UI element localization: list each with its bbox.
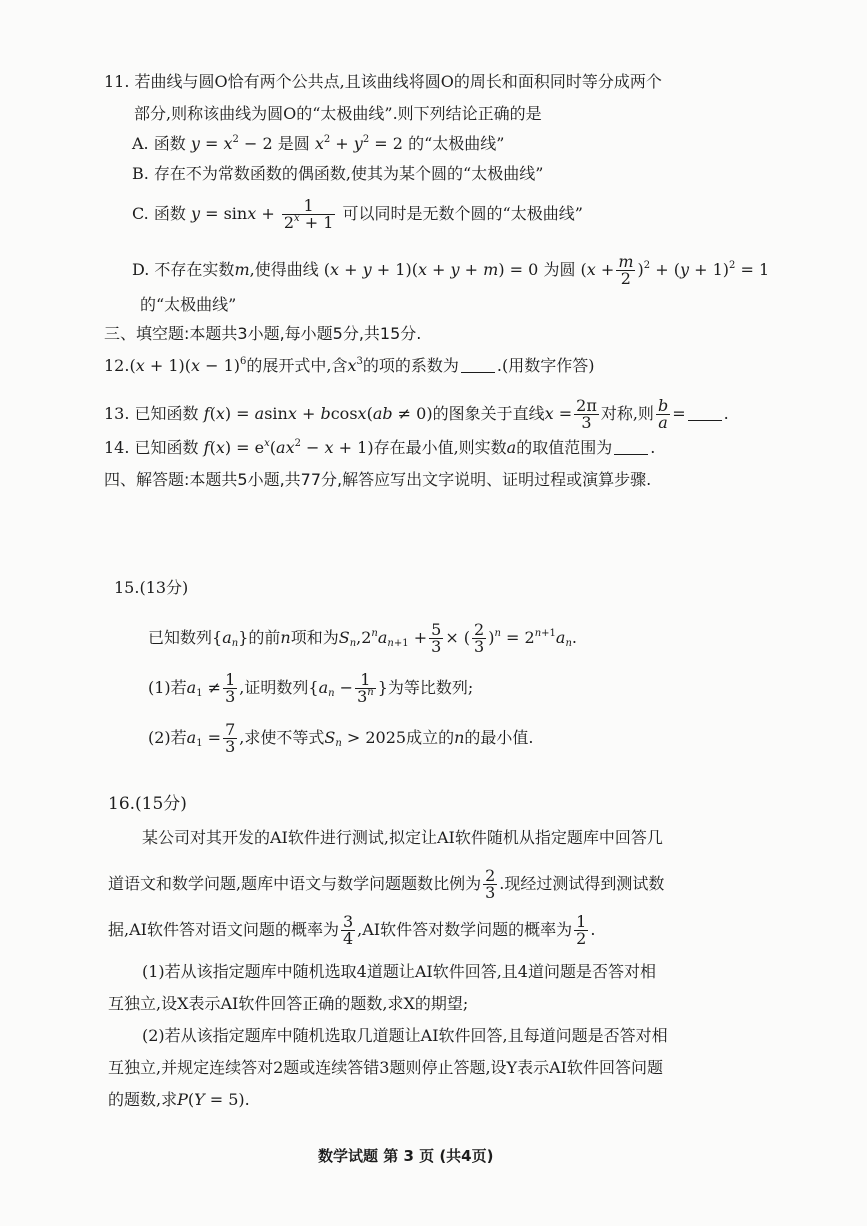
q15-part1: (1)若$a_1$ ≠ $\frac{1}{3}$ ,证明数列{$a_n$ − $\frac{1}{3^n}$ }为等比数列;	[148, 670, 474, 706]
q15-part2: (2)若$a_1$ = $\frac{7}{3}$ ,求使不等式$S_n > 2025$成立的n的最小值.	[148, 720, 534, 756]
q11-option-c: C. 函数 y = sinx + $\frac{1}{2^x + 1}$ 可以同时是无数个圆的“太极曲线”	[132, 196, 583, 232]
section-3-heading: 三、填空题:本题共3小题,每小题5分,共15分.	[104, 324, 422, 343]
q16-line2: 道语文和数学问题,题库中语文与数学问题题数比例为 $\frac{2}{3}$ .现经过测试得到测试数	[108, 866, 665, 902]
fraction: $\frac{2\pi}{3}$	[576, 396, 597, 432]
fraction: $\frac{m}{2}$	[618, 252, 634, 288]
q16-part2-line3: 的题数,求P(Y = 5).	[108, 1090, 250, 1109]
q11-option-d-cont: 的“太极曲线”	[140, 295, 237, 314]
q11-option-b: B. 存在不为常数函数的偶函数,使其为某个圆的“太极曲线”	[132, 164, 544, 183]
fraction: $\frac{7}{3}$	[225, 720, 236, 756]
fraction: $\frac{3}{4}$	[342, 912, 354, 948]
q16-part2-line1: (2)若从该指定题库中随机选取几道题让AI软件回答,且每道问题是否答对相	[142, 1026, 668, 1045]
fraction: $\frac{2}{3}$	[485, 866, 496, 902]
q16-part1-line1: (1)若从该指定题库中随机选取4道题让AI软件回答,且4道问题是否答对相	[142, 962, 656, 981]
fraction: $\frac{b}{a}$	[657, 396, 669, 432]
q16-line3: 据,AI软件答对语文问题的概率为 $\frac{3}{4}$ ,AI软件答对数学问题的概率为 $\frac{1}{2}$ .	[108, 912, 596, 948]
q16-line1: 某公司对其开发的AI软件进行测试,拟定让AI软件随机从指定题库中回答几	[142, 828, 663, 847]
q11-option-d: D. 不存在实数m,使得曲线 (x + y + 1)(x + y + m) = 0 为圆 (x + $\frac{m}{2}$ )$^2 + (y + 1)^2 = 1$	[132, 252, 770, 288]
q12: $12.(x + 1)(x - 1)^6$的展开式中,含$x^3$的项的系数为 .(用数字作答)	[104, 356, 595, 375]
q13: 13. 已知函数 f(x) = asinx + bcosx(ab ≠ 0)的图象关于直线x = $\frac{2\pi}{3}$ 对称,则 $\frac{b}{a}$ = .	[104, 396, 729, 432]
fraction: $\frac{5}{3}$	[431, 620, 442, 656]
q11-stem-line1: 11. 若曲线与圆O恰有两个公共点,且该曲线将圆O的周长和面积同时等分成两个	[104, 72, 662, 91]
q15-heading: 15.(13分)	[114, 578, 189, 597]
q15-stem: 已知数列$\{a_n\}$的前n项和为$S_n,2^na_{n+1}$ + $\frac{5}{3}$ × ( $\frac{2}{3}$ )$^n = 2^{n+1}a_n$.	[148, 620, 577, 656]
answer-blank[interactable]	[688, 406, 722, 421]
section-4-heading: 四、解答题:本题共5小题,共77分,解答应写出文字说明、证明过程或演算步骤.	[104, 470, 652, 489]
page-footer: 数学试题 第 3 页 (共4页)	[318, 1147, 494, 1165]
fraction: $\frac{1}{3^n}$	[357, 670, 374, 706]
q11-option-a: A. 函数 $y = x^2 - 2$ 是圆 $x^2 + y^2 = 2$ 的“太极曲线”	[132, 134, 505, 153]
q16-part1-line2: 互独立,设X表示AI软件回答正确的题数,求X的期望;	[108, 994, 469, 1013]
q16-heading: 16.(15分)	[108, 794, 187, 814]
fraction: $\frac{2}{3}$	[474, 620, 485, 656]
fraction: $\frac{1}{3}$	[225, 670, 236, 706]
q16-part2-line2: 互独立,并规定连续答对2题或连续答错3题则停止答题,设Y表示AI软件回答问题	[108, 1058, 663, 1077]
answer-blank[interactable]	[614, 440, 648, 455]
fraction: $\frac{1}{2^x + 1}$	[283, 196, 334, 232]
q14: 14. 已知函数 $f(x) = e^x(ax^2 - x + 1)$存在最小值,则实数a的取值范围为 .	[104, 438, 656, 457]
fraction: $\frac{1}{2}$	[576, 912, 587, 948]
answer-blank[interactable]	[461, 358, 495, 373]
math-expr: y	[190, 134, 200, 153]
q11-stem-line2: 部分,则称该曲线为圆O的“太极曲线”.则下列结论正确的是	[134, 104, 542, 123]
